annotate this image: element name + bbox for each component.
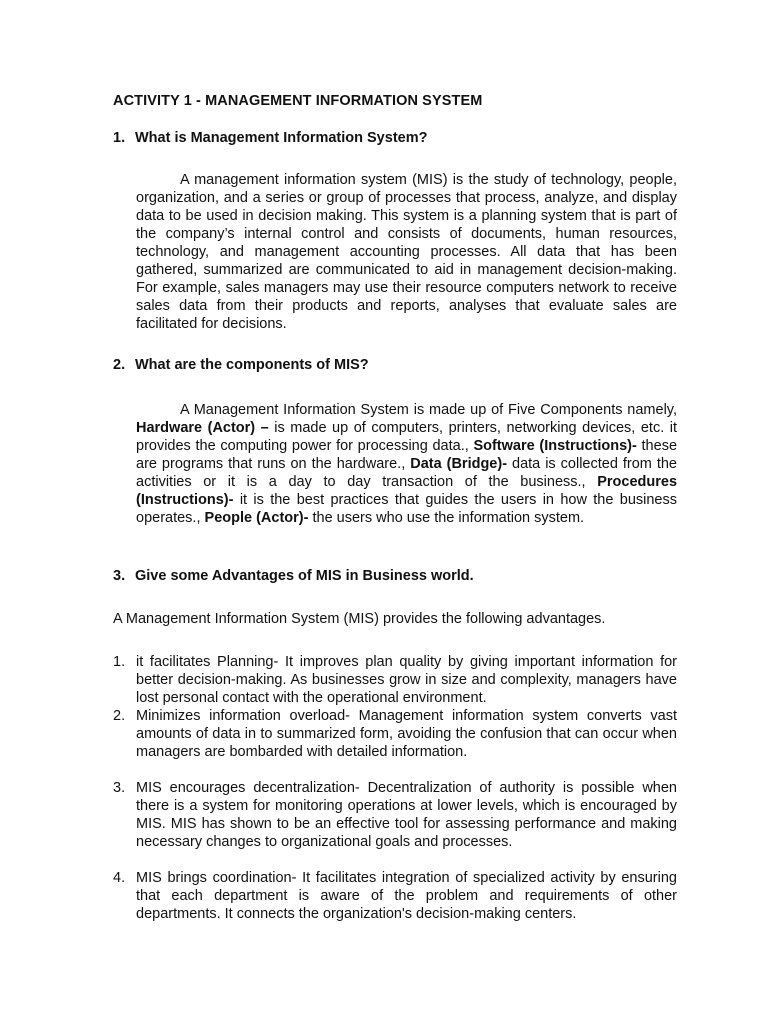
term-data: Data (Bridge)-: [410, 456, 508, 472]
term-hardware: Hardware (Actor) –: [136, 420, 269, 436]
question-3: [113, 568, 474, 584]
question-text: What are the components of MIS?: [135, 357, 369, 373]
list-item: [113, 653, 677, 707]
term-procedures: Procedures (Instructions)-: [136, 474, 678, 508]
term-software: Software (Instructions)-: [473, 438, 637, 454]
answer-2-intro: A Management Information System is made up of Five Components namely,: [180, 402, 677, 418]
list-item: [113, 779, 677, 851]
question-number: 2.: [113, 357, 126, 373]
list-item-text: it facilitates Planning- It improves plan quality by giving important information for better decision-making. As businesses grow in size and complexity, managers have lost personal contact with the operational environment.: [136, 654, 677, 706]
question-text: What is Management Information System?: [135, 130, 428, 146]
question-number: 3.: [113, 568, 126, 584]
list-item-number: 3.: [113, 780, 126, 796]
list-item-number: 1.: [113, 654, 126, 670]
answer-2-paragraph: [136, 401, 677, 527]
term-people: People (Actor)-: [204, 510, 309, 526]
list-item-number: 4.: [113, 870, 126, 886]
document-title: ACTIVITY 1 - MANAGEMENT INFORMATION SYSTEM: [113, 93, 483, 109]
question-number: 1.: [113, 130, 126, 146]
text-procedures: it is the best practices that guides the users in how the business operates.,: [136, 492, 677, 526]
list-item: [113, 707, 677, 761]
text-software: these are programs that runs on the hardware.,: [136, 438, 678, 472]
question-1: [113, 130, 427, 146]
text-people: the users who use the information system.: [312, 510, 585, 526]
list-item: [113, 869, 677, 923]
answer-1-text: A management information system (MIS) is the study of technology, people, organization, and a series or group of processes that process, analyze, and display data to be used in decision making. This system is a planning system that is part of the company’s internal control and consists of documents, human resources, technology, and management accounting processes. All data that has been gathered, summarized are communicated to aid in management decision-making. For example, sales managers may use their resource computers network to receive sales data from their products and reports, analyses that evaluate sales are facilitated for decisions.: [136, 172, 677, 332]
list-item-text: MIS brings coordination- It facilitates integration of specialized activity by ensuring that each department is aware of the problem and requirements of other departments. It connects the organization's decision-making centers.: [136, 870, 677, 922]
list-item-text: Minimizes information overload- Management information system converts vast amounts of data in to summarized form, avoiding the confusion that can occur when managers are bombarded with detailed information.: [136, 708, 677, 760]
list-item-text: MIS encourages decentralization- Decentralization of authority is possible when there is a system for monitoring operations at lower levels, which is encouraged by MIS. MIS has shown to be an effective tool for assessing performance and making necessary changes to organizational goals and processes.: [136, 780, 677, 850]
list-item-number: 2.: [113, 708, 126, 724]
advantages-intro: A Management Information System (MIS) provides the following advantages.: [113, 611, 606, 627]
text-hardware: is made up of computers, printers, networking devices, etc. it provides the computing power for processing data.,: [136, 420, 677, 454]
answer-1-paragraph: [136, 171, 677, 333]
question-2: [113, 357, 369, 373]
text-data: data is collected from the activities or it is a day to day transaction of the business.,: [136, 456, 677, 490]
question-text: Give some Advantages of MIS in Business world.: [135, 568, 474, 584]
